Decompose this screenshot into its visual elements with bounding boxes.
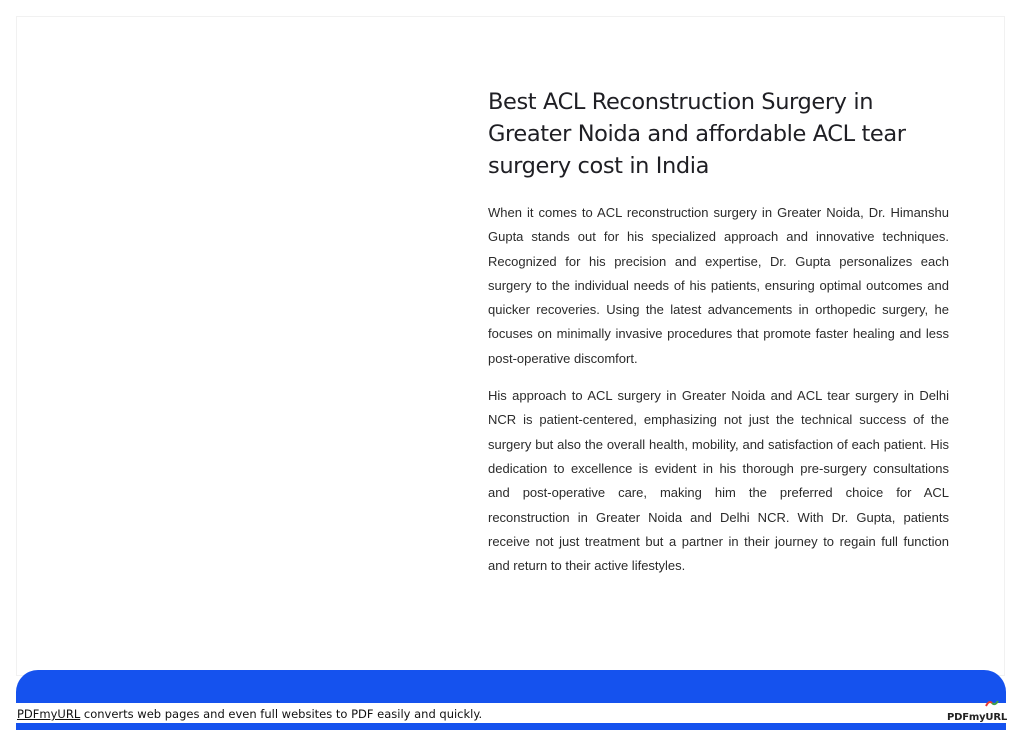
pdfmyurl-link[interactable]: PDFmyURL — [17, 707, 81, 721]
article-title: Best ACL Reconstruction Surgery in Greater Noida and affordable ACL tear surgery cost in India — [488, 89, 906, 179]
logo-swirl-icon — [985, 699, 999, 707]
footer-text — [17, 707, 482, 721]
pdfmyurl-logo[interactable] — [947, 705, 1007, 723]
pdf-footer — [0, 703, 1023, 723]
footer-description: converts web pages and even full websites to PDF easily and quickly. — [80, 707, 483, 721]
image-placeholder — [18, 18, 458, 658]
logo-text: PDFmyURL — [947, 712, 1007, 723]
article-paragraph: His approach to ACL surgery in Greater Noida and ACL tear surgery in Delhi NCR is patient-centered, emphasizing not just the technical success of the surgery but also the overall health, mobility, and satisfaction of each patient. His dedication to excellence is evident in his thorough pre-surgery consultations and post-operative care, making him the preferred choice for ACL reconstruction in Greater Noida and Delhi NCR. With Dr. Gupta, patients receive not just treatment but a partner in their journey to regain full function and return to their active lifestyles. — [488, 388, 949, 574]
article-content — [488, 86, 949, 578]
article-paragraph: When it comes to ACL reconstruction surgery in Greater Noida, Dr. Himanshu Gupta stands out for his specialized approach and innovative techniques. Recognized for his precision and expertise, Dr. Gupta personalizes each surgery to the individual needs of his patients, ensuring optimal outcomes and quicker recoveries. Using the latest advancements in orthopedic surgery, he focuses on minimally invasive procedures that promote faster healing and less post-operative discomfort. — [488, 205, 949, 366]
